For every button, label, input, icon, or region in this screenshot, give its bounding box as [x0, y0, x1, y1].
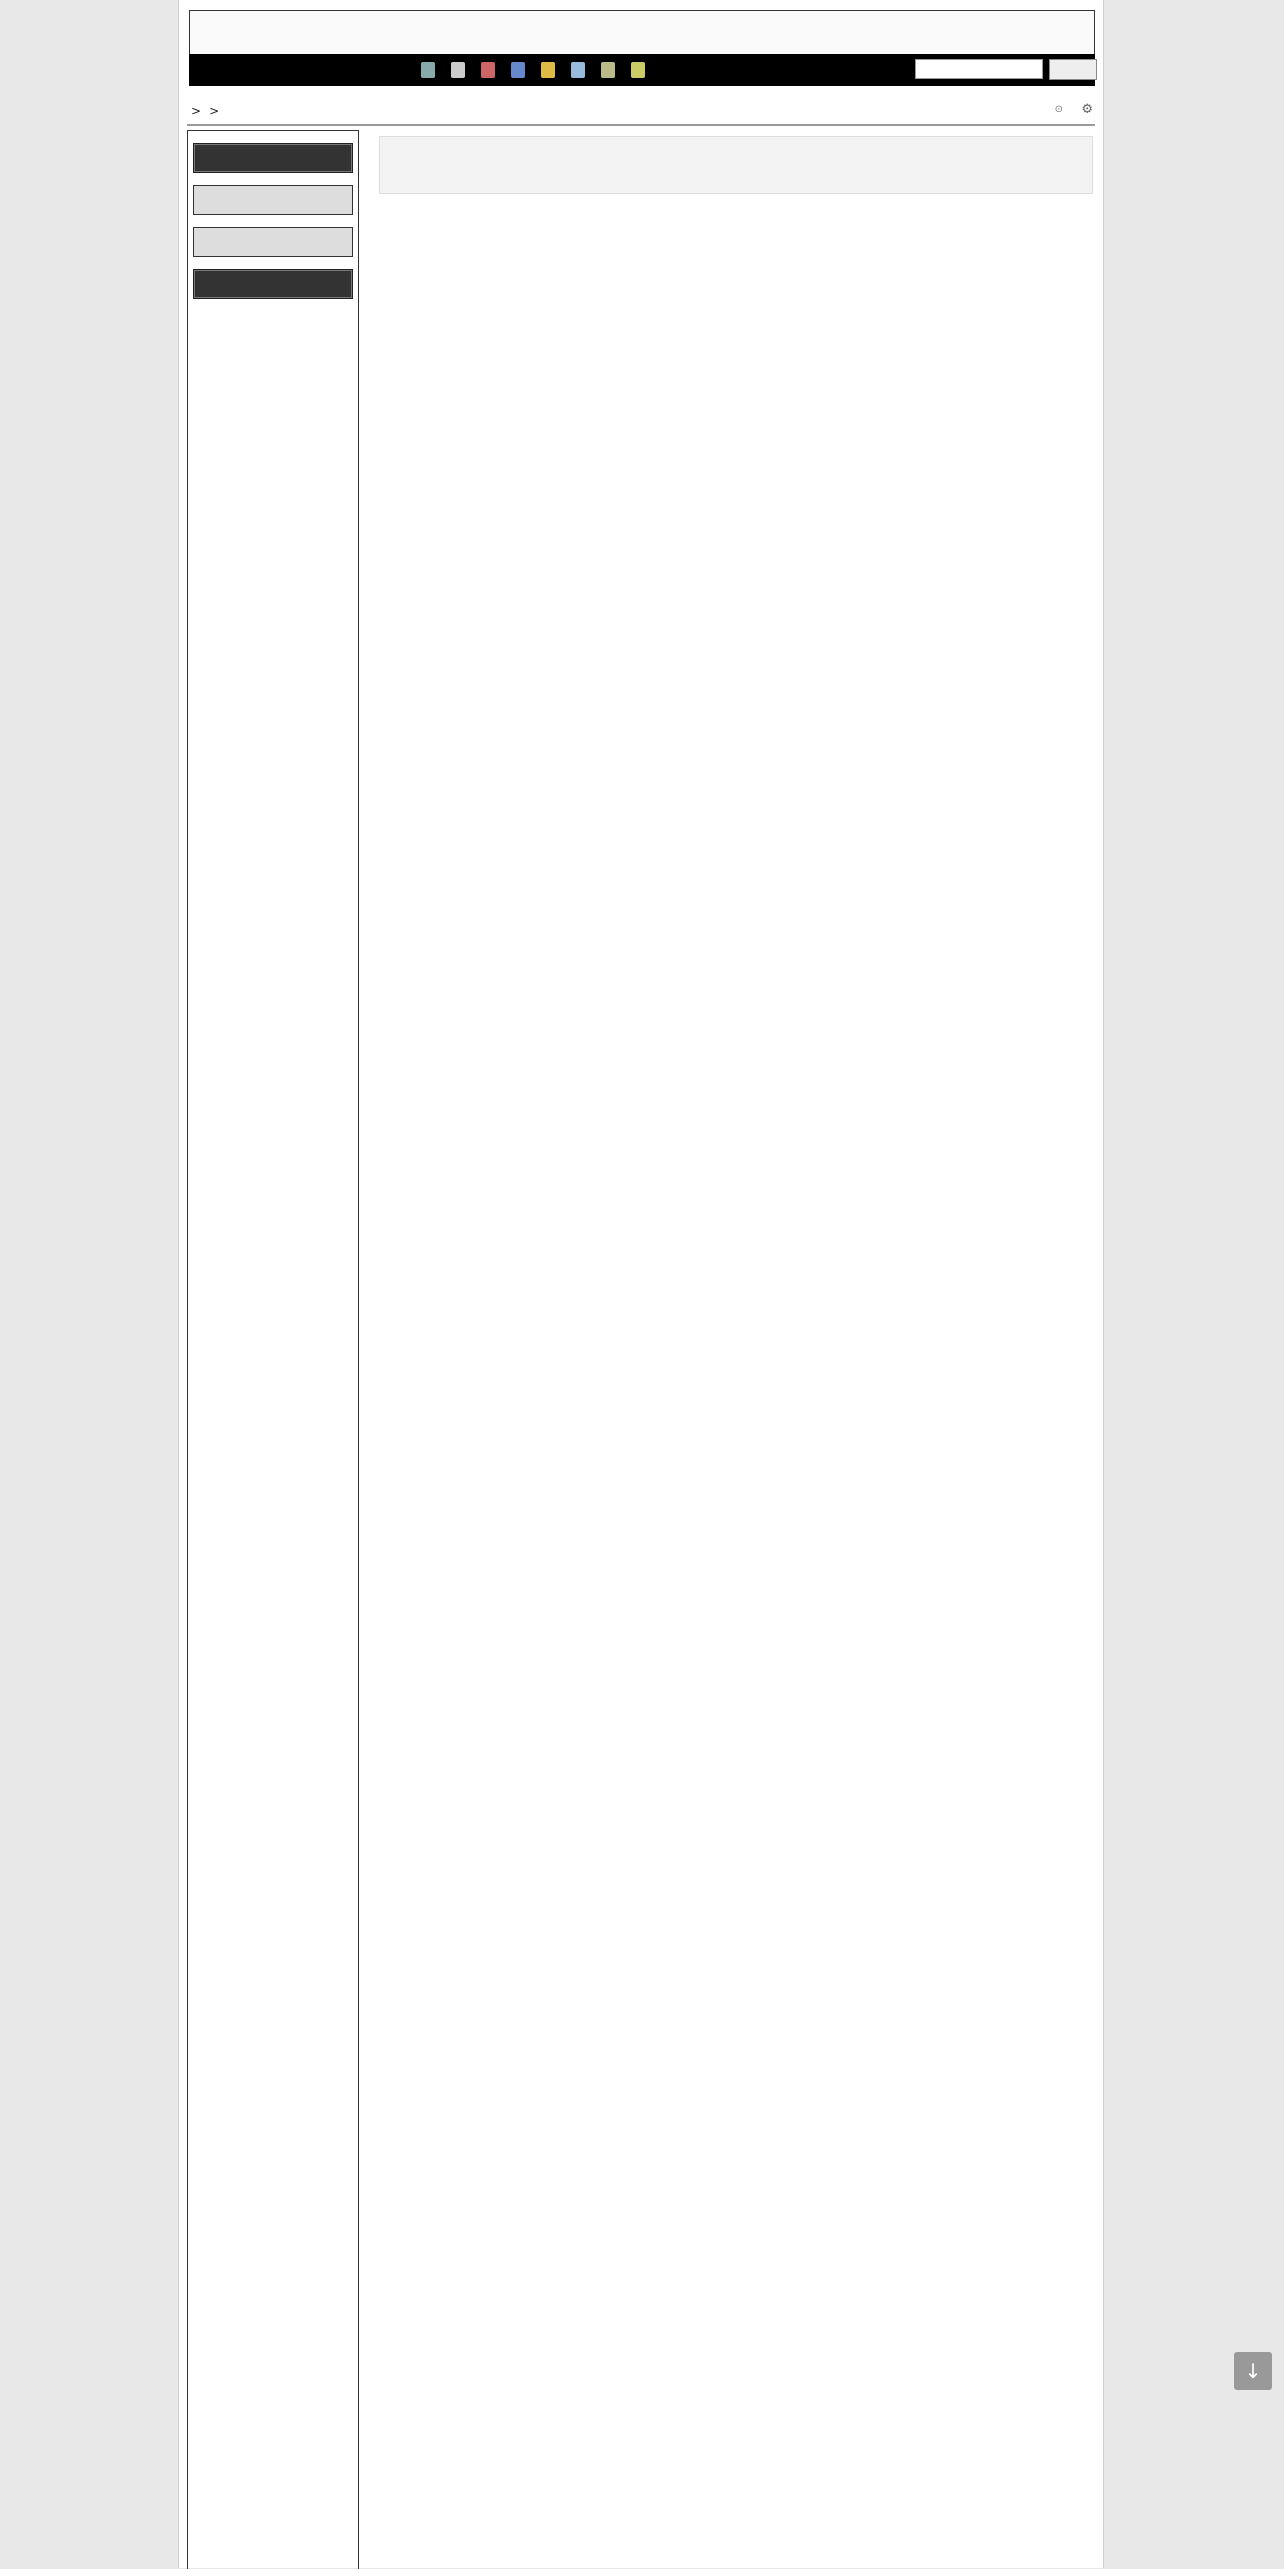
render-time: ⊙ [1054, 104, 1063, 115]
toolbar-copy-icon[interactable] [451, 62, 465, 78]
divider [187, 124, 1095, 126]
toolbar-backup-icon[interactable] [601, 62, 615, 78]
page [178, 0, 1104, 2568]
scroll-down-button[interactable] [1234, 2352, 1272, 2390]
toolbar-rename-icon[interactable] [481, 62, 495, 78]
toolbar-list-icon[interactable] [511, 62, 525, 78]
site-header [189, 10, 1095, 55]
arrow-down-icon: ↓ [1244, 2359, 1262, 2383]
counter [193, 319, 353, 359]
toolbar-help-icon[interactable] [631, 62, 645, 78]
workshop-title [193, 185, 353, 215]
toolbar-recent-icon[interactable] [571, 62, 585, 78]
nav-bar [189, 54, 1095, 86]
toolbar-diff-icon[interactable] [421, 62, 435, 78]
menu-title [193, 143, 353, 173]
main-content [379, 136, 1093, 194]
breadcrumb: > > [191, 104, 220, 118]
sidebar [187, 130, 359, 2569]
search-button[interactable] [1049, 59, 1097, 80]
title-box [379, 136, 1093, 194]
gear-icon[interactable]: ⚙ [1081, 102, 1093, 117]
search-input[interactable] [915, 59, 1043, 79]
recent-title [193, 269, 353, 299]
toolbar-search-icon[interactable] [541, 62, 555, 78]
fpw-title [193, 227, 353, 257]
